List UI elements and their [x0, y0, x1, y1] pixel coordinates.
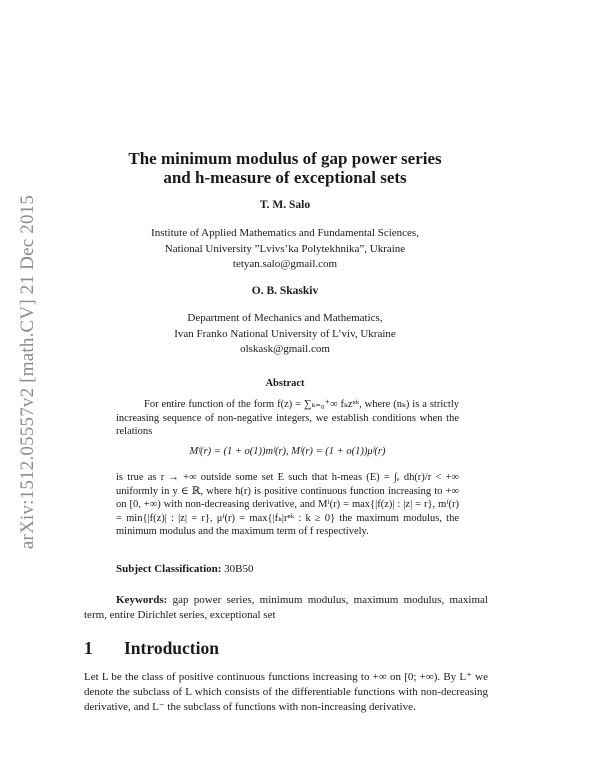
subject-label: Subject Classification: [116, 563, 222, 575]
arxiv-identifier: arXiv:1512.05557v2 [math.CV] 21 Dec 2015 [17, 194, 38, 550]
section-number: 1 [84, 638, 93, 658]
author-2-name: O. B. Skaskiv [251, 285, 319, 297]
section-title: Introduction [124, 638, 219, 658]
paper-title [90, 149, 480, 187]
author-1-name: T. M. Salo [259, 199, 311, 211]
author-2-email: olskask@gmail.com [240, 343, 330, 355]
author-1-affil-line-1: Institute of Applied Mathematics and Fundamental Sciences, [151, 227, 419, 239]
introduction-paragraph: Let L be the class of positive continuous functions increasing to +∞ on [0; +∞). By L⁺ we denote the subclass of L which consists of the differentiable functions with non-decreasing derivative, and L⁻ the subclass of functions with non-increasing derivative. [84, 671, 488, 713]
author-2-affil-line-2: Ivan Franko National University of L’viv, Ukraine [174, 327, 396, 340]
title-line-1: The minimum modulus of gap power series [128, 149, 442, 168]
author-1-affiliation [90, 226, 480, 273]
section-heading [84, 638, 219, 659]
title-line-2: and h-measure of exceptional sets [163, 168, 407, 187]
abstract-paragraph-2: is true as r → +∞ outside some set E such that h-meas (E) = ∫ₑ dh(r)/r < +∞ uniformly in y ∈ ℝ, where h(r) is positive continuous function increasing to +∞ on [0, +∞) with non-decreasing derivative, and Mᶠ(r) = max{|f(z)| : |z| = r}, mᶠ(r) = min{|f(z)| : |z| = r}, μᶠ(r) = max{|fₖ|rⁿᵏ : k ≥ 0} the maximum modulus, the minimum modulus and the maximum term of f respectively. [116, 472, 459, 537]
subject-classification [116, 563, 254, 575]
abstract-paragraph-1: For entire function of the form f(z) = ∑ₖ₌₀⁺∞ fₖzⁿᵏ, where (nₖ) is a strictly increasing sequence of non-negative integers, we establish conditions when the relations [116, 399, 459, 437]
keywords-value: gap power series, minimum modulus, maximum modulus, maximal term, entire Dirichlet series, exceptional set [84, 594, 488, 621]
arxiv-sidebar [8, 172, 48, 572]
author-2-affil-line-1: Department of Mechanics and Mathematics, [187, 312, 383, 324]
keywords-label: Keywords: [116, 594, 168, 606]
author-1-email: tetyan.salo@gmail.com [232, 258, 338, 270]
author-1-affil-line-2: National University ”Lvivs’ka Polytekhnika”, Ukraine [164, 242, 406, 255]
subject-value: 30B50 [221, 563, 254, 575]
author-2-affiliation [90, 311, 480, 358]
abstract-heading: Abstract [265, 378, 305, 389]
keywords [84, 593, 488, 623]
abstract-equation: Mᶠ(r) = (1 + o(1))mᶠ(r), Mᶠ(r) = (1 + o(1))μᶠ(r) [189, 446, 386, 457]
